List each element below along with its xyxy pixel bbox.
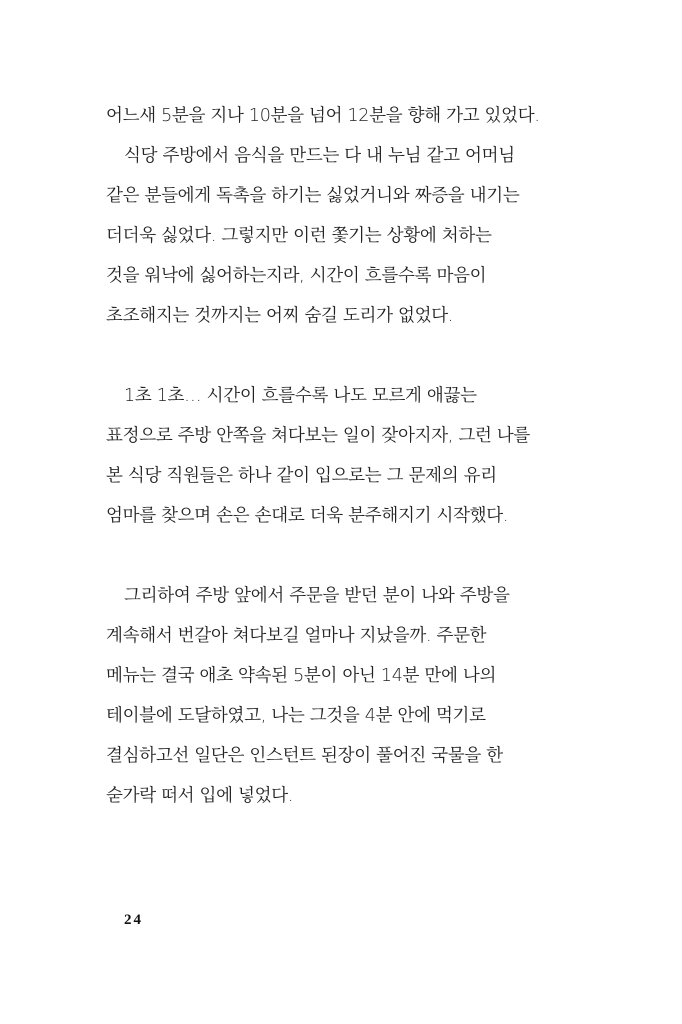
text-line: 계속해서 번갈아 쳐다보길 얼마나 지났을까. 주문한 bbox=[106, 626, 487, 646]
text-line: 더더욱 싫었다. 그렇지만 이런 쫓기는 상황에 처하는 bbox=[106, 226, 492, 246]
text-line: 초조해지는 것까지는 어찌 숨길 도리가 없었다. bbox=[106, 306, 454, 326]
text-line: 숟가락 떠서 입에 넣었다. bbox=[106, 786, 294, 806]
text-line: 엄마를 찾으며 손은 손대로 더욱 분주해지기 시작했다. bbox=[106, 506, 509, 526]
text-line: 그리하여 주방 앞에서 주문을 받던 분이 나와 주방을 bbox=[124, 586, 510, 606]
page-number: 24 bbox=[124, 912, 143, 928]
text-line: 1초 1초… 시간이 흐를수록 나도 모르게 애끓는 bbox=[124, 386, 477, 406]
text-line: 결심하고선 일단은 인스턴트 된장이 풀어진 국물을 한 bbox=[106, 746, 503, 766]
text-line: 테이블에 도달하였고, 나는 그것을 4분 안에 먹기로 bbox=[106, 706, 486, 726]
text-line: 표정으로 주방 안쪽을 쳐다보는 일이 잦아지자, 그런 나를 bbox=[106, 426, 531, 446]
text-line: 같은 분들에게 독촉을 하기는 싫었거니와 짜증을 내기는 bbox=[106, 186, 520, 206]
text-line: 본 식당 직원들은 하나 같이 입으로는 그 문제의 유리 bbox=[106, 466, 497, 486]
text-line: 어느새 5분을 지나 10분을 넘어 12분을 향해 가고 있었다. bbox=[106, 106, 540, 126]
text-line: 것을 워낙에 싫어하는지라, 시간이 흐를수록 마음이 bbox=[106, 266, 487, 286]
text-line: 식당 주방에서 음식을 만드는 다 내 누님 같고 어머님 bbox=[124, 146, 515, 166]
text-line: 메뉴는 결국 애초 약속된 5분이 아닌 14분 만에 나의 bbox=[106, 666, 497, 686]
